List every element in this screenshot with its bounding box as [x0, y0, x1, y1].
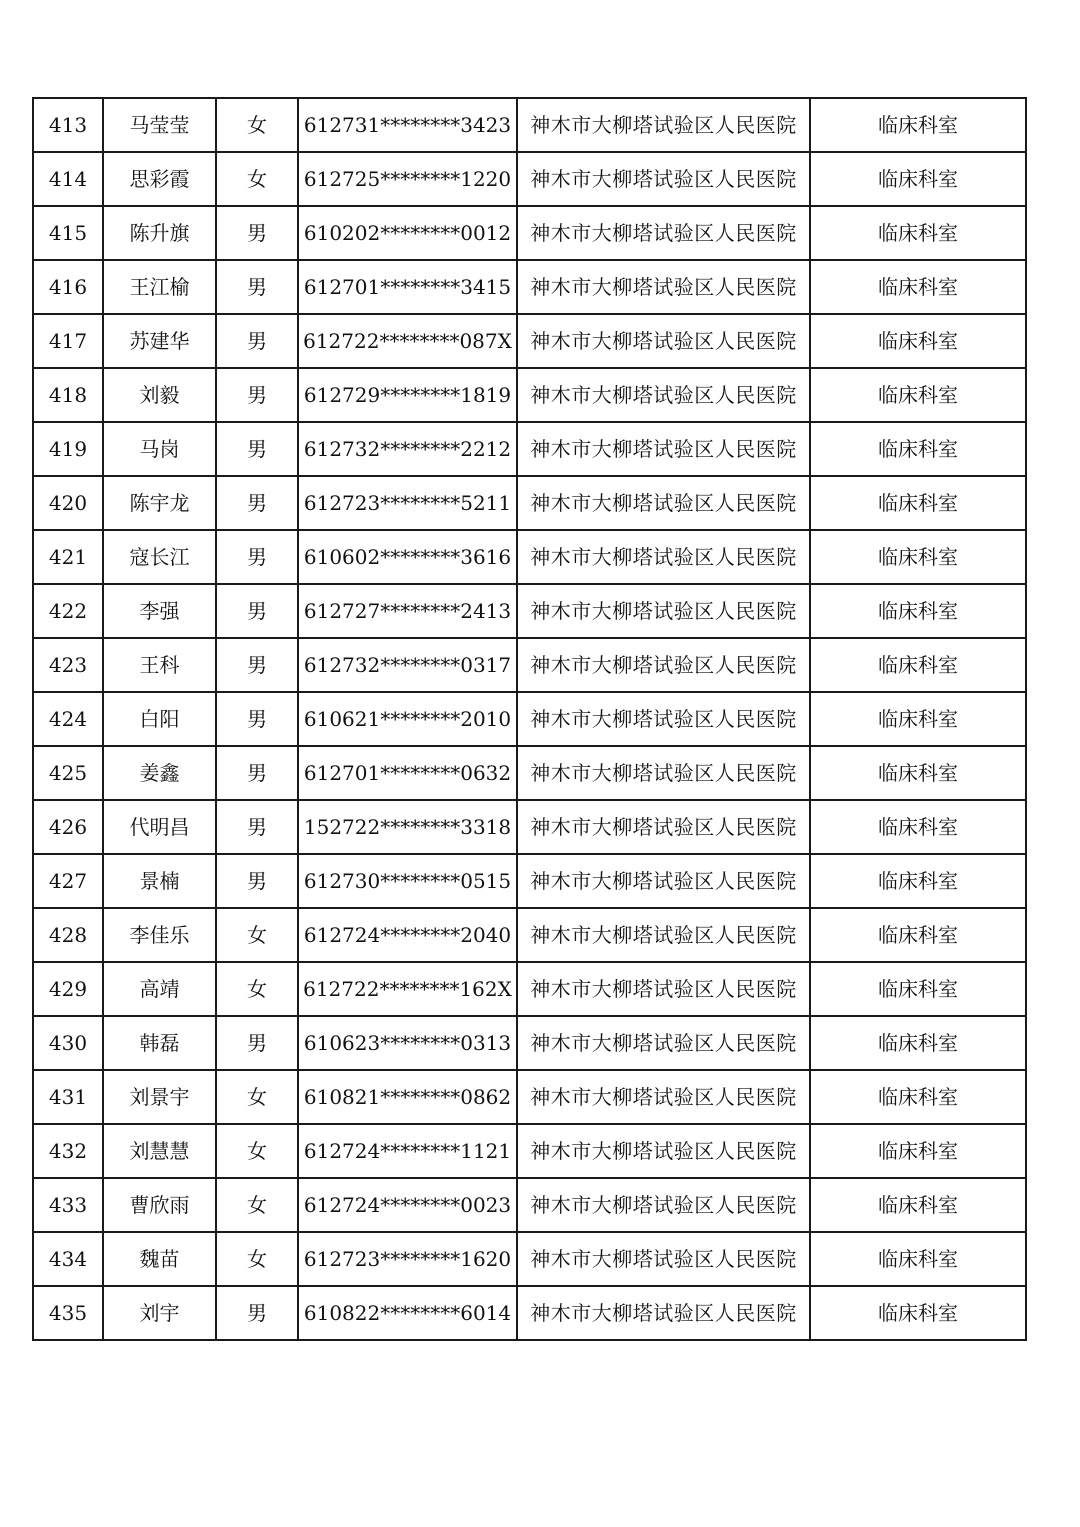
organization-cell: 神木市大柳塔试验区人民医院 — [517, 1016, 810, 1070]
id-number-cell: 612724********1121 — [298, 1124, 517, 1178]
row-number-cell: 433 — [33, 1178, 103, 1232]
organization-cell: 神木市大柳塔试验区人民医院 — [517, 638, 810, 692]
row-number-cell: 415 — [33, 206, 103, 260]
row-number-cell: 431 — [33, 1070, 103, 1124]
gender-cell: 女 — [216, 1178, 298, 1232]
department-cell: 临床科室 — [810, 908, 1026, 962]
name-cell: 马岗 — [103, 422, 216, 476]
organization-cell: 神木市大柳塔试验区人民医院 — [517, 476, 810, 530]
row-number-cell: 419 — [33, 422, 103, 476]
row-number-cell: 424 — [33, 692, 103, 746]
organization-cell: 神木市大柳塔试验区人民医院 — [517, 800, 810, 854]
department-cell: 临床科室 — [810, 530, 1026, 584]
row-number-cell: 418 — [33, 368, 103, 422]
department-cell: 临床科室 — [810, 476, 1026, 530]
table-row — [33, 1016, 1026, 1070]
organization-cell: 神木市大柳塔试验区人民医院 — [517, 908, 810, 962]
organization-cell: 神木市大柳塔试验区人民医院 — [517, 1124, 810, 1178]
id-number-cell: 612732********0317 — [298, 638, 517, 692]
department-cell: 临床科室 — [810, 692, 1026, 746]
roster-table — [32, 97, 1027, 1341]
name-cell: 刘毅 — [103, 368, 216, 422]
id-number-cell: 612722********087X — [298, 314, 517, 368]
name-cell: 刘宇 — [103, 1286, 216, 1340]
gender-cell: 女 — [216, 908, 298, 962]
row-number-cell: 430 — [33, 1016, 103, 1070]
department-cell: 临床科室 — [810, 206, 1026, 260]
row-number-cell: 427 — [33, 854, 103, 908]
row-number-cell: 417 — [33, 314, 103, 368]
row-number-cell: 432 — [33, 1124, 103, 1178]
name-cell: 李强 — [103, 584, 216, 638]
id-number-cell: 610602********3616 — [298, 530, 517, 584]
department-cell: 临床科室 — [810, 1124, 1026, 1178]
organization-cell: 神木市大柳塔试验区人民医院 — [517, 584, 810, 638]
row-number-cell: 425 — [33, 746, 103, 800]
row-number-cell: 420 — [33, 476, 103, 530]
organization-cell: 神木市大柳塔试验区人民医院 — [517, 1178, 810, 1232]
table-row — [33, 260, 1026, 314]
organization-cell: 神木市大柳塔试验区人民医院 — [517, 1070, 810, 1124]
organization-cell: 神木市大柳塔试验区人民医院 — [517, 98, 810, 152]
table-row — [33, 1070, 1026, 1124]
department-cell: 临床科室 — [810, 152, 1026, 206]
gender-cell: 男 — [216, 746, 298, 800]
name-cell: 苏建华 — [103, 314, 216, 368]
id-number-cell: 152722********3318 — [298, 800, 517, 854]
row-number-cell: 435 — [33, 1286, 103, 1340]
organization-cell: 神木市大柳塔试验区人民医院 — [517, 314, 810, 368]
gender-cell: 男 — [216, 584, 298, 638]
organization-cell: 神木市大柳塔试验区人民医院 — [517, 152, 810, 206]
gender-cell: 男 — [216, 314, 298, 368]
table-row — [33, 314, 1026, 368]
gender-cell: 女 — [216, 152, 298, 206]
organization-cell: 神木市大柳塔试验区人民医院 — [517, 692, 810, 746]
row-number-cell: 428 — [33, 908, 103, 962]
id-number-cell: 612730********0515 — [298, 854, 517, 908]
table-row — [33, 206, 1026, 260]
organization-cell: 神木市大柳塔试验区人民医院 — [517, 854, 810, 908]
department-cell: 临床科室 — [810, 1232, 1026, 1286]
department-cell: 临床科室 — [810, 1178, 1026, 1232]
table-row — [33, 530, 1026, 584]
gender-cell: 男 — [216, 260, 298, 314]
name-cell: 代明昌 — [103, 800, 216, 854]
department-cell: 临床科室 — [810, 368, 1026, 422]
gender-cell: 男 — [216, 1286, 298, 1340]
department-cell: 临床科室 — [810, 584, 1026, 638]
table-row — [33, 638, 1026, 692]
department-cell: 临床科室 — [810, 422, 1026, 476]
name-cell: 姜鑫 — [103, 746, 216, 800]
row-number-cell: 413 — [33, 98, 103, 152]
table-row — [33, 1178, 1026, 1232]
table-row — [33, 908, 1026, 962]
id-number-cell: 612732********2212 — [298, 422, 517, 476]
id-number-cell: 610621********2010 — [298, 692, 517, 746]
gender-cell: 男 — [216, 422, 298, 476]
department-cell: 临床科室 — [810, 314, 1026, 368]
id-number-cell: 610623********0313 — [298, 1016, 517, 1070]
table-row — [33, 800, 1026, 854]
organization-cell: 神木市大柳塔试验区人民医院 — [517, 530, 810, 584]
department-cell: 临床科室 — [810, 638, 1026, 692]
table-row — [33, 1124, 1026, 1178]
row-number-cell: 429 — [33, 962, 103, 1016]
name-cell: 魏苗 — [103, 1232, 216, 1286]
organization-cell: 神木市大柳塔试验区人民医院 — [517, 260, 810, 314]
name-cell: 陈宇龙 — [103, 476, 216, 530]
organization-cell: 神木市大柳塔试验区人民医院 — [517, 368, 810, 422]
gender-cell: 男 — [216, 692, 298, 746]
id-number-cell: 612731********3423 — [298, 98, 517, 152]
row-number-cell: 434 — [33, 1232, 103, 1286]
name-cell: 陈升旗 — [103, 206, 216, 260]
gender-cell: 男 — [216, 476, 298, 530]
organization-cell: 神木市大柳塔试验区人民医院 — [517, 1232, 810, 1286]
name-cell: 李佳乐 — [103, 908, 216, 962]
table-row — [33, 476, 1026, 530]
id-number-cell: 612729********1819 — [298, 368, 517, 422]
row-number-cell: 426 — [33, 800, 103, 854]
gender-cell: 女 — [216, 1232, 298, 1286]
row-number-cell: 414 — [33, 152, 103, 206]
department-cell: 临床科室 — [810, 1070, 1026, 1124]
gender-cell: 女 — [216, 98, 298, 152]
table-row — [33, 584, 1026, 638]
table-row — [33, 746, 1026, 800]
department-cell: 临床科室 — [810, 800, 1026, 854]
table-row — [33, 368, 1026, 422]
department-cell: 临床科室 — [810, 1286, 1026, 1340]
roster-table-body — [33, 98, 1026, 1340]
department-cell: 临床科室 — [810, 962, 1026, 1016]
table-row — [33, 854, 1026, 908]
name-cell: 韩磊 — [103, 1016, 216, 1070]
gender-cell: 女 — [216, 962, 298, 1016]
organization-cell: 神木市大柳塔试验区人民医院 — [517, 206, 810, 260]
id-number-cell: 612701********3415 — [298, 260, 517, 314]
name-cell: 寇长江 — [103, 530, 216, 584]
id-number-cell: 612723********1620 — [298, 1232, 517, 1286]
name-cell: 曹欣雨 — [103, 1178, 216, 1232]
gender-cell: 男 — [216, 800, 298, 854]
table-row — [33, 962, 1026, 1016]
department-cell: 临床科室 — [810, 746, 1026, 800]
organization-cell: 神木市大柳塔试验区人民医院 — [517, 1286, 810, 1340]
name-cell: 马莹莹 — [103, 98, 216, 152]
department-cell: 临床科室 — [810, 260, 1026, 314]
id-number-cell: 610821********0862 — [298, 1070, 517, 1124]
table-row — [33, 1232, 1026, 1286]
name-cell: 刘景宇 — [103, 1070, 216, 1124]
table-row — [33, 152, 1026, 206]
id-number-cell: 612724********2040 — [298, 908, 517, 962]
department-cell: 临床科室 — [810, 98, 1026, 152]
gender-cell: 男 — [216, 530, 298, 584]
id-number-cell: 612722********162X — [298, 962, 517, 1016]
name-cell: 刘慧慧 — [103, 1124, 216, 1178]
gender-cell: 男 — [216, 854, 298, 908]
name-cell: 景楠 — [103, 854, 216, 908]
row-number-cell: 421 — [33, 530, 103, 584]
id-number-cell: 612701********0632 — [298, 746, 517, 800]
name-cell: 王江榆 — [103, 260, 216, 314]
row-number-cell: 416 — [33, 260, 103, 314]
organization-cell: 神木市大柳塔试验区人民医院 — [517, 422, 810, 476]
name-cell: 高靖 — [103, 962, 216, 1016]
table-row — [33, 692, 1026, 746]
gender-cell: 男 — [216, 206, 298, 260]
name-cell: 王科 — [103, 638, 216, 692]
department-cell: 临床科室 — [810, 1016, 1026, 1070]
gender-cell: 女 — [216, 1070, 298, 1124]
gender-cell: 女 — [216, 1124, 298, 1178]
id-number-cell: 612727********2413 — [298, 584, 517, 638]
table-row — [33, 98, 1026, 152]
organization-cell: 神木市大柳塔试验区人民医院 — [517, 962, 810, 1016]
name-cell: 思彩霞 — [103, 152, 216, 206]
gender-cell: 男 — [216, 1016, 298, 1070]
id-number-cell: 610202********0012 — [298, 206, 517, 260]
id-number-cell: 612723********5211 — [298, 476, 517, 530]
organization-cell: 神木市大柳塔试验区人民医院 — [517, 746, 810, 800]
gender-cell: 男 — [216, 638, 298, 692]
table-row — [33, 422, 1026, 476]
id-number-cell: 610822********6014 — [298, 1286, 517, 1340]
id-number-cell: 612725********1220 — [298, 152, 517, 206]
gender-cell: 男 — [216, 368, 298, 422]
department-cell: 临床科室 — [810, 854, 1026, 908]
name-cell: 白阳 — [103, 692, 216, 746]
id-number-cell: 612724********0023 — [298, 1178, 517, 1232]
row-number-cell: 423 — [33, 638, 103, 692]
row-number-cell: 422 — [33, 584, 103, 638]
table-row — [33, 1286, 1026, 1340]
